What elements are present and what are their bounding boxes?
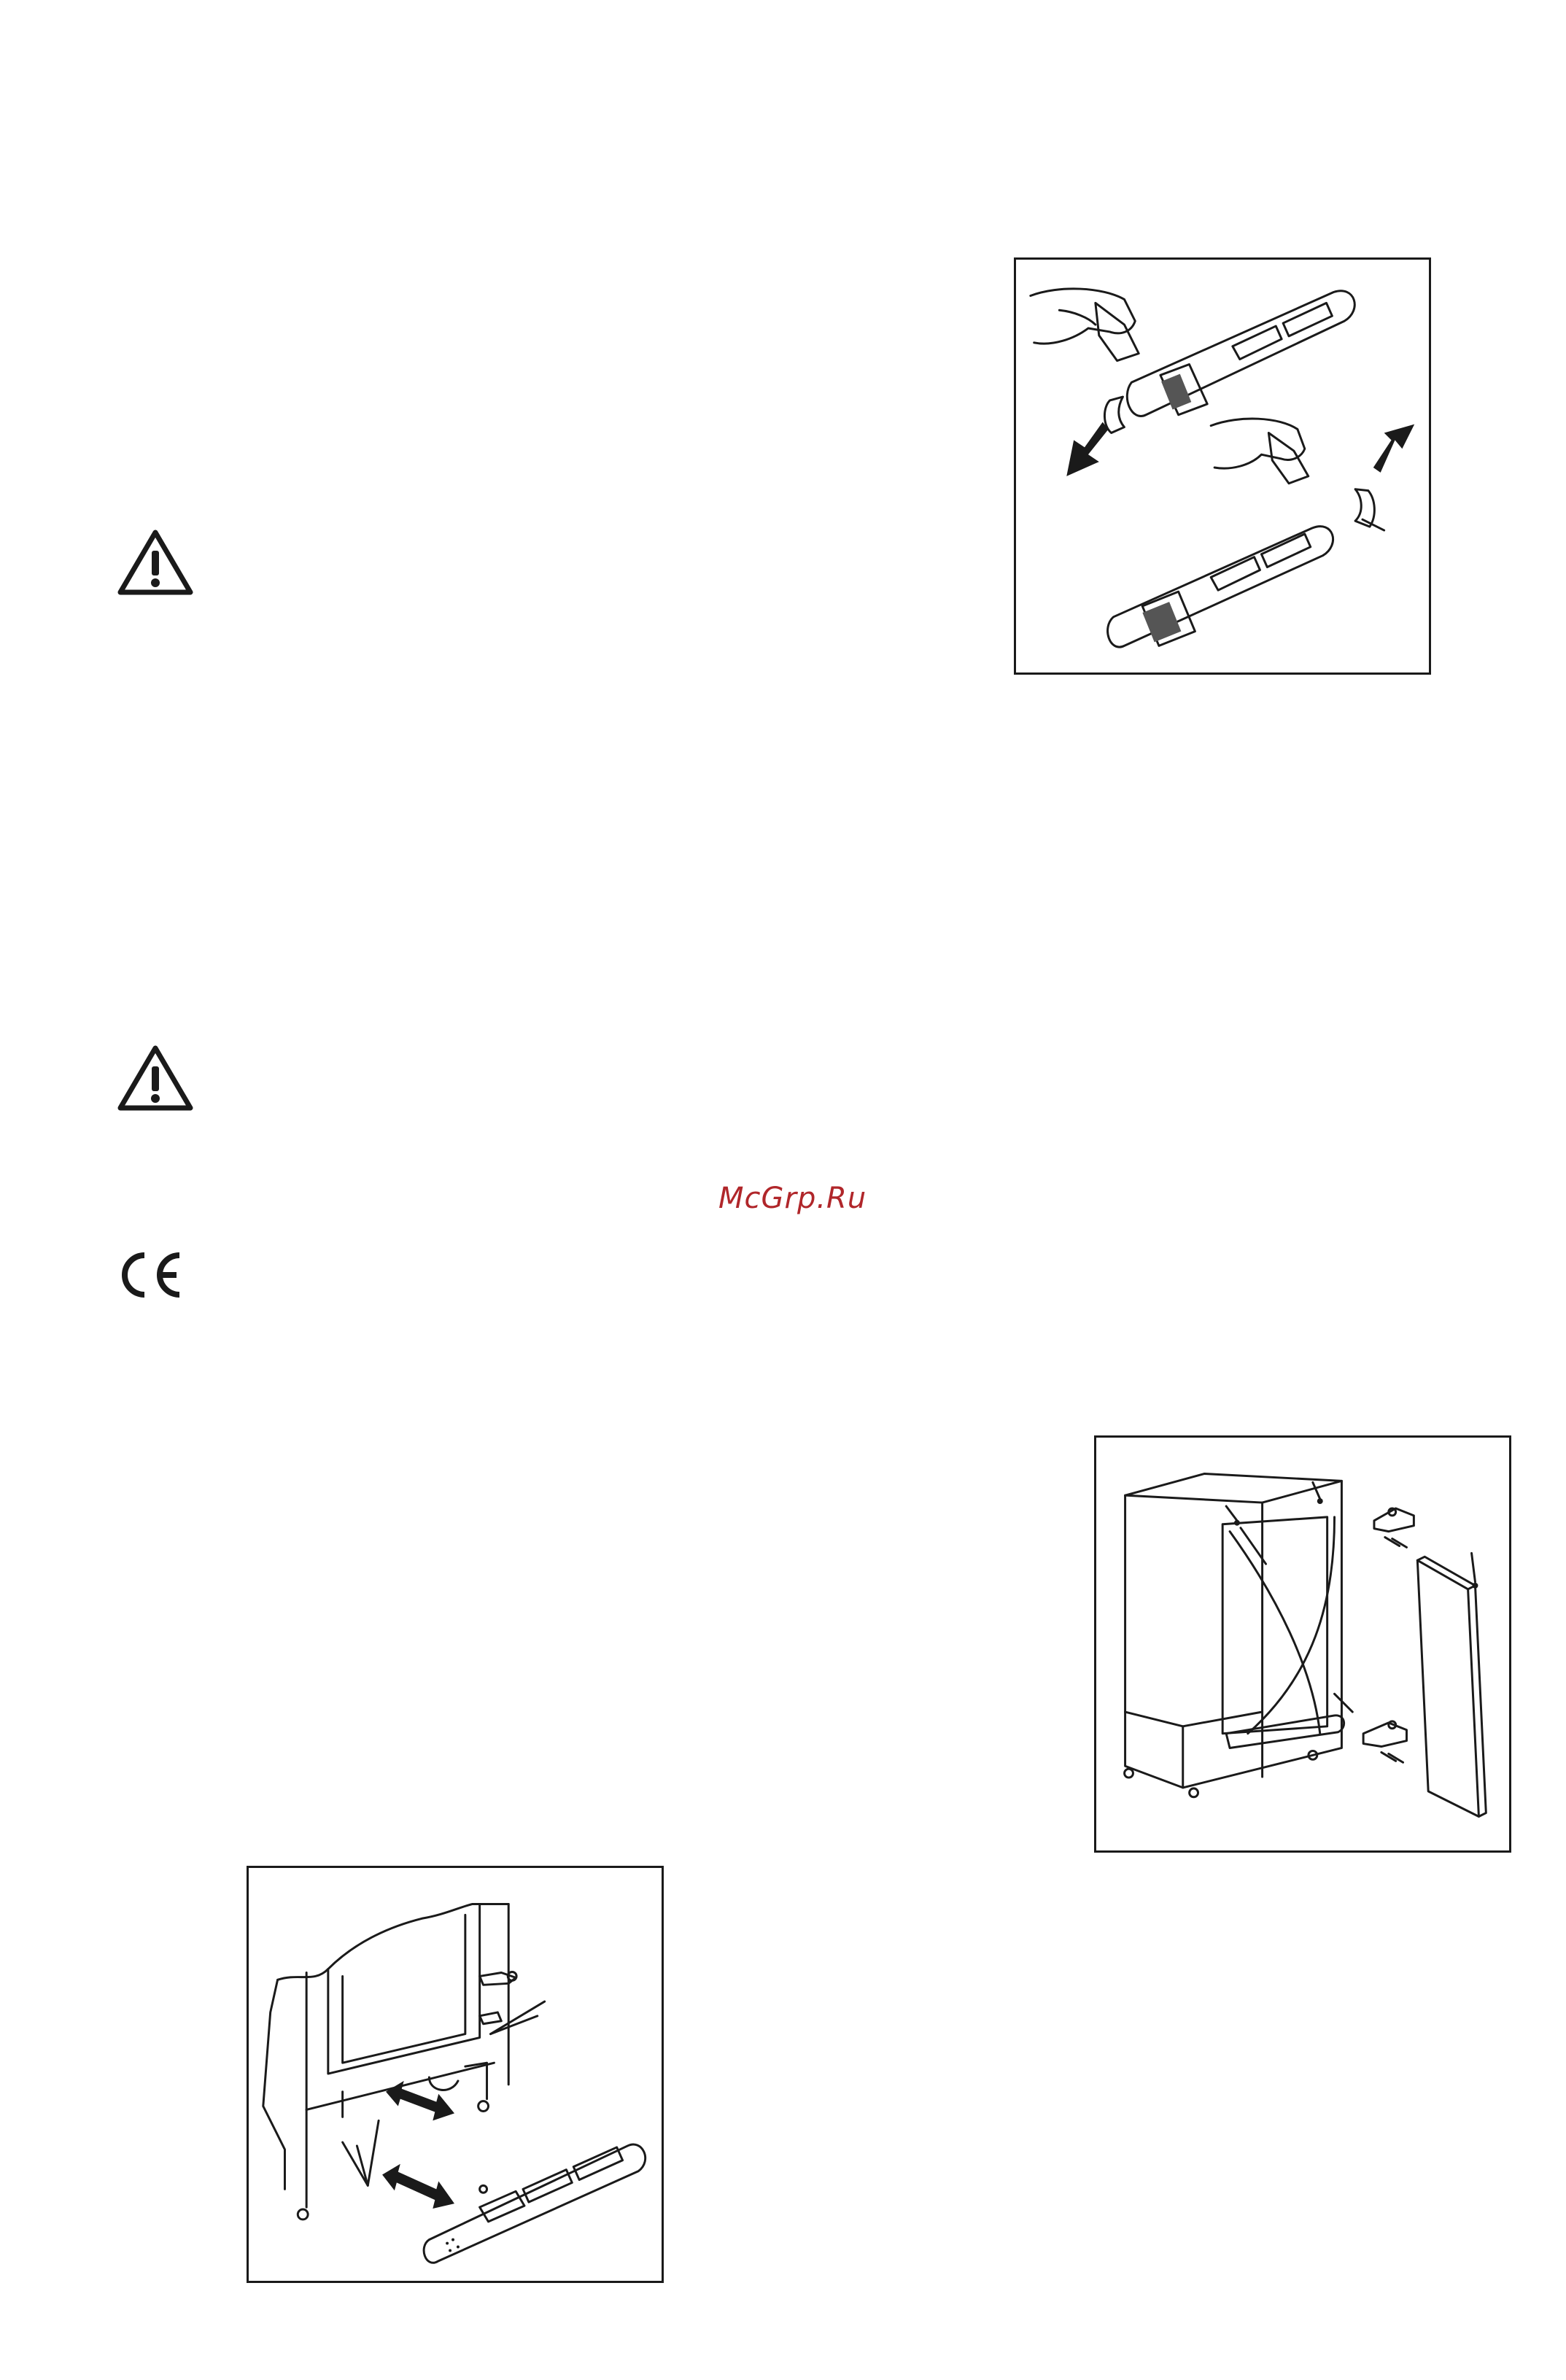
watermark: McGrp.Ru <box>718 1182 867 1215</box>
ce-mark <box>115 1251 184 1299</box>
filter-replacement-illustration <box>1014 257 1431 675</box>
warning-triangle-icon <box>117 529 194 596</box>
ventilation-grille-removal-illustration <box>247 1866 664 2283</box>
door-hinge-reversal-illustration <box>1094 1435 1511 1853</box>
warning-triangle-icon <box>117 1044 194 1112</box>
